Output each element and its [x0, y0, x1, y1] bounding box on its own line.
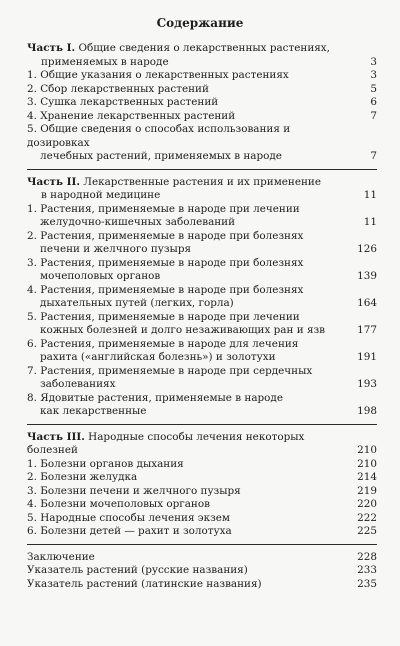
toc-item — [27, 96, 377, 110]
item-text: 6. Болезни детей — рахит и золотуха — [27, 525, 232, 537]
part-label: Часть III. — [27, 430, 85, 443]
item-text: 8. Ядовитые растения, применяемые в народе — [27, 391, 283, 404]
toc-item — [27, 110, 377, 124]
page-number: 228 — [357, 550, 377, 563]
item-text: 4. Растения, применяемые в народе при болезнях — [27, 283, 304, 296]
page-number: 3 — [370, 55, 377, 68]
toc-item — [27, 551, 377, 565]
part-text-line2: применяемых в народе — [41, 55, 169, 68]
part-text-line1: Лекарственные растения и их применение — [80, 175, 321, 188]
toc-item — [27, 311, 377, 338]
page-title: Содержание — [156, 16, 244, 30]
page-number: 225 — [357, 525, 377, 537]
item-text: 5. Растения, применяемые в народе при лечении — [27, 310, 300, 323]
toc-item — [27, 230, 377, 257]
item-text: 5. Народные способы лечения экзем — [27, 511, 231, 524]
toc-item — [27, 365, 377, 392]
toc-item — [27, 392, 377, 419]
item-text: 1. Общие указания о лекарственных растениях — [27, 69, 289, 81]
item-text-line2: мочеполовых органов — [40, 270, 161, 282]
page-number: 193 — [357, 378, 377, 390]
item-text: 5. Общие сведения о способах использования и дозировках — [27, 123, 291, 149]
page-number: 219 — [357, 484, 377, 497]
toc-section-3 — [27, 431, 377, 545]
item-text: 3. Растения, применяемые в народе при болезнях — [27, 256, 304, 269]
item-text-line2: лечебных растений, применяемых в народе — [40, 150, 282, 162]
item-text: 3. Болезни печени и желчного пузыря — [27, 484, 241, 497]
page-number: 222 — [357, 511, 377, 524]
toc-item — [27, 257, 377, 284]
item-text-line2: кожных болезней и долго незаживающих ран и язв — [40, 324, 326, 336]
page-number: 235 — [357, 577, 377, 590]
page-number: 5 — [370, 82, 377, 95]
page-number: 198 — [357, 405, 377, 417]
part-text-line2: в народной медицине — [41, 189, 161, 201]
page-number: 126 — [357, 243, 377, 255]
toc-item — [27, 203, 377, 230]
page-number: 177 — [357, 324, 377, 336]
part-label: Часть II. — [27, 175, 80, 188]
toc-part-entry — [27, 431, 377, 458]
item-text-line2: печени и желчного пузыря — [40, 243, 192, 255]
page-number: 7 — [370, 150, 377, 162]
toc-item — [27, 485, 377, 499]
toc-item — [27, 83, 377, 97]
toc-item — [27, 123, 377, 164]
page-number: 139 — [357, 270, 377, 282]
item-text-line2: дыхательных путей (легких, горла) — [40, 297, 234, 309]
page-number: 11 — [363, 189, 377, 201]
toc-item — [27, 578, 377, 592]
page-number: 210 — [357, 457, 377, 470]
part-text-line1: Общие сведения о лекарственных растениях, — [75, 42, 330, 54]
toc-item — [27, 458, 377, 472]
item-text: 4. Болезни мочеполовых органов — [27, 498, 210, 510]
part-text-line1: Народные способы лечения некоторых болезней — [27, 430, 305, 456]
toc-part-entry — [27, 42, 377, 69]
page-number: 7 — [370, 109, 377, 122]
item-text-line2: как лекарственные — [40, 405, 147, 417]
item-text-line2: желудочно-кишечных заболеваний — [40, 216, 236, 228]
page-number: 210 — [357, 444, 377, 456]
toc-part-entry — [27, 176, 377, 203]
toc-item — [27, 564, 377, 578]
page-number: 214 — [357, 471, 377, 483]
item-text: Заключение — [27, 550, 95, 563]
page-number: 3 — [370, 69, 377, 81]
item-text: 1. Болезни органов дыхания — [27, 457, 184, 470]
item-text: 1. Растения, применяемые в народе при лечении — [27, 202, 300, 215]
item-text: 4. Хранение лекарственных растений — [27, 109, 236, 122]
item-text: Указатель растений (латинские названия) — [27, 577, 262, 590]
page-number: 220 — [357, 498, 377, 510]
toc-item — [27, 338, 377, 365]
toc-item — [27, 525, 377, 539]
item-text-line2: заболеваниях — [40, 378, 116, 390]
toc-tail — [27, 551, 377, 592]
page-number: 191 — [357, 351, 377, 363]
toc-item — [27, 69, 377, 83]
toc-item — [27, 284, 377, 311]
item-text: 2. Болезни желудка — [27, 471, 138, 483]
part-label: Часть I. — [27, 42, 76, 54]
item-text: 6. Растения, применяемые в народе для лечения — [27, 337, 299, 350]
toc-item — [27, 498, 377, 512]
item-text: Указатель растений (русские названия) — [27, 564, 248, 576]
item-text-line2: рахита («английская болезнь») и золотухи — [40, 351, 276, 363]
toc-section-2 — [27, 176, 377, 425]
page-number: 164 — [357, 297, 377, 309]
item-text: 2. Сбор лекарственных растений — [27, 82, 209, 95]
item-text: 3. Сушка лекарственных растений — [27, 96, 219, 108]
item-text: 2. Растения, применяемые в народе при болезнях — [27, 229, 304, 242]
page-number: 233 — [357, 564, 377, 576]
page-number: 6 — [370, 96, 377, 108]
page-number: 11 — [363, 216, 377, 228]
toc-section-1 — [27, 42, 377, 170]
item-text: 7. Растения, применяемые в народе при сердечных — [27, 364, 313, 377]
table-of-contents — [27, 42, 377, 591]
toc-item — [27, 512, 377, 526]
toc-item — [27, 471, 377, 485]
